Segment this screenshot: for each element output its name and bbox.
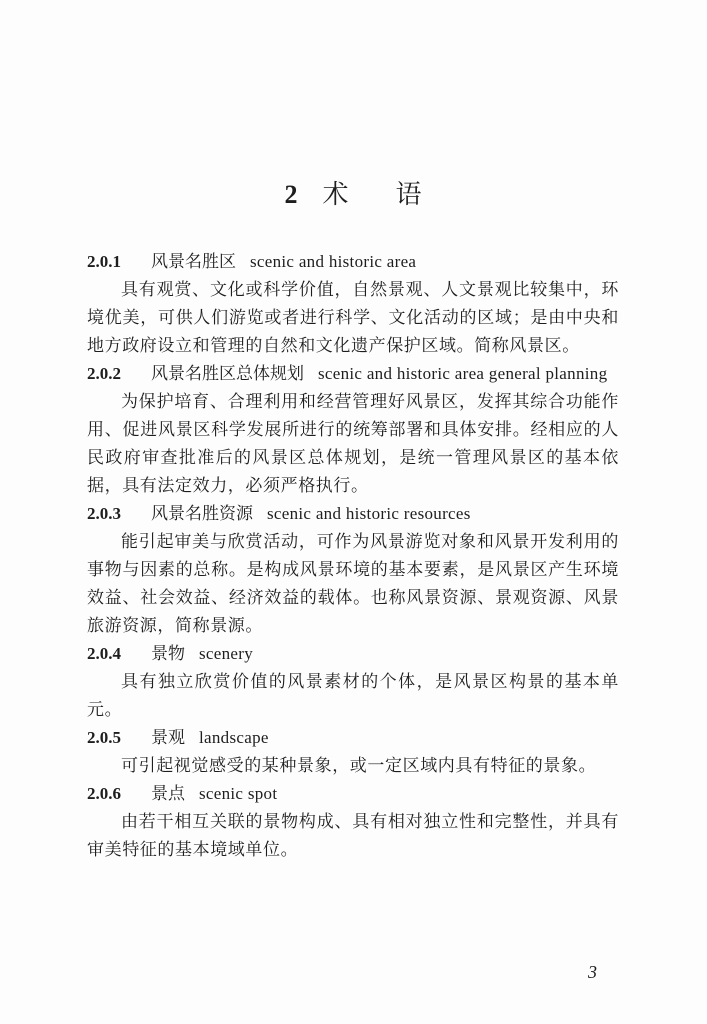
term-heading-2-0-1 (87, 248, 619, 276)
term-definition: 由若干相互关联的景物构成、具有相对独立性和完整性，并具有审美特征的基本境域单位。 (87, 812, 619, 860)
term-definition: 为保护培育、合理利用和经营管理好风景区，发挥其综合功能作用、促进风景区科学发展所进行的统筹部署和具体安排。经相应的人民政府审查批准后的风景区总体规划，是统一管理风景区的基本依据，具有法定效力，必须严格执行。 (87, 392, 619, 496)
page-number: 3 (588, 962, 597, 982)
term-number: 2.0.6 (87, 784, 121, 803)
term-heading-2-0-4 (87, 640, 619, 668)
term-english: scenic and historic area (250, 252, 417, 271)
term-heading-2-0-3 (87, 500, 619, 528)
term-number: 2.0.4 (87, 644, 121, 663)
term-english: scenic and historic area general planning (318, 364, 608, 383)
term-definition: 具有观赏、文化或科学价值，自然景观、人文景观比较集中，环境优美，可供人们游览或者进行科学、文化活动的区域；是由中央和地方政府设立和管理的自然和文化遗产保护区域。简称风景区。 (87, 280, 619, 356)
chapter-title-char-2: 语 (395, 180, 423, 210)
term-chinese: 风景名胜区 (151, 252, 236, 272)
term-number: 2.0.1 (87, 252, 121, 271)
term-english: scenic and historic resources (267, 504, 471, 523)
terms-list (87, 248, 619, 864)
term-definition: 能引起审美与欣赏活动，可作为风景游览对象和风景开发利用的事物与因素的总称。是构成风景环境的基本要素，是风景区产生环境效益、社会效益、经济效益的载体。也称风景资源、景观资源、风景旅游资源，简称景源。 (87, 532, 619, 636)
term-number: 2.0.2 (87, 364, 121, 383)
term-heading-2-0-5 (87, 724, 619, 752)
chapter-title (0, 174, 707, 211)
term-chinese: 景点 (151, 784, 185, 804)
term-english: landscape (199, 728, 269, 747)
term-number: 2.0.5 (87, 728, 121, 747)
term-chinese: 风景名胜区总体规划 (151, 364, 304, 384)
chapter-title-char-1: 术 (322, 180, 350, 210)
term-chinese: 景物 (151, 644, 185, 664)
term-chinese: 风景名胜资源 (151, 504, 253, 524)
term-chinese: 景观 (151, 728, 185, 748)
term-english: scenery (199, 644, 254, 663)
term-heading-2-0-2 (87, 360, 619, 388)
term-heading-2-0-6 (87, 780, 619, 808)
term-number: 2.0.3 (87, 504, 121, 523)
chapter-number: 2 (284, 180, 299, 209)
term-definition: 具有独立欣赏价值的风景素材的个体，是风景区构景的基本单元。 (87, 672, 619, 720)
term-definition: 可引起视觉感受的某种景象，或一定区域内具有特征的景象。 (121, 756, 597, 776)
term-english: scenic spot (199, 784, 278, 803)
